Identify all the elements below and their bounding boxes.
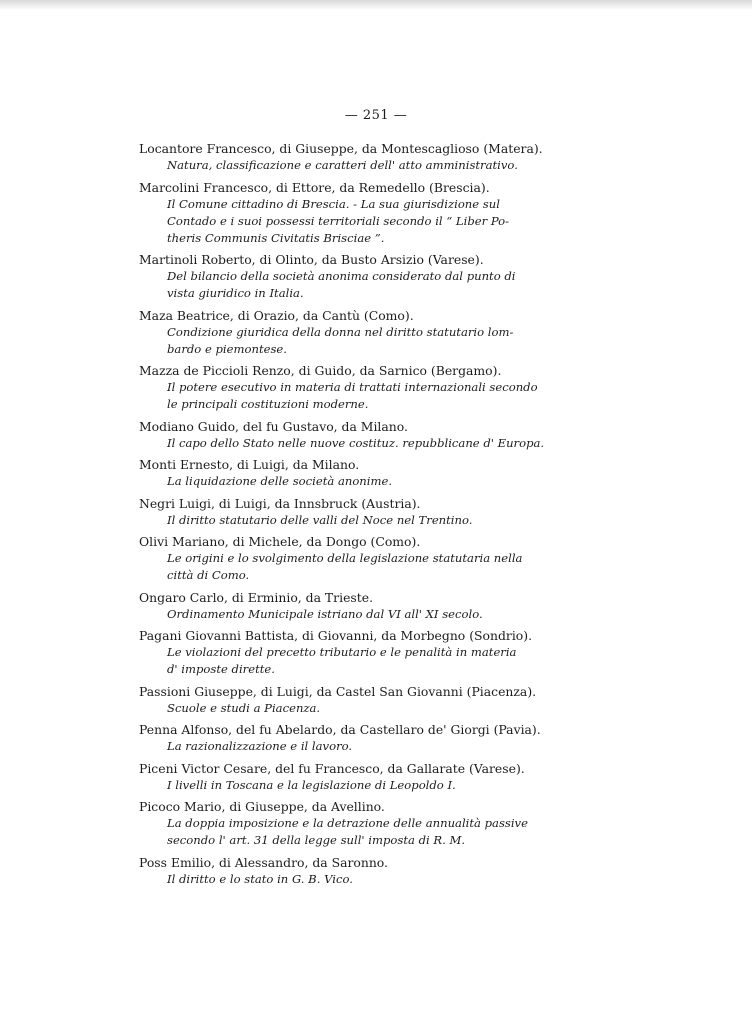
entry-thesis-line: vista giuridico in Italia. <box>167 286 304 300</box>
list-item <box>139 140 579 174</box>
entry-author: Passioni Giuseppe, di Luigi, da Castel San Giovanni (Piacenza). <box>139 683 537 699</box>
list-item <box>139 589 579 623</box>
entry-thesis-line: Il Comune cittadino di Brescia. - La sua giurisdizione sul <box>167 196 500 211</box>
list-item <box>139 307 579 358</box>
entry-thesis-line: Il potere esecutivo in materia di trattati internazionali secondo <box>167 380 538 394</box>
entry-thesis-line: Il diritto statutario delle valli del Noce nel Trentino. <box>167 512 473 527</box>
list-item <box>139 456 579 490</box>
entry-thesis-line: La doppia imposizione e la detrazione delle annualità passive <box>167 816 528 830</box>
entry-thesis-line: città di Como. <box>167 568 250 582</box>
entry-thesis-line: Scuole e studi a Piacenza. <box>167 700 321 715</box>
list-item <box>139 798 579 849</box>
entry-thesis-line: Condizione giuridica della donna nel diritto statutario lom- <box>167 324 514 339</box>
list-item <box>139 627 579 678</box>
entry-author: Maza Beatrice, di Orazio, da Cantù (Como). <box>139 307 414 323</box>
list-item <box>139 854 579 888</box>
list-item <box>139 495 579 529</box>
entry-thesis-line: Del bilancio della società anonima considerato dal punto di <box>167 269 516 283</box>
entry-author: Picoco Mario, di Giuseppe, da Avellino. <box>139 799 385 814</box>
entry-author: Penna Alfonso, del fu Abelardo, da Castellaro de' Giorgi (Pavia). <box>139 722 541 737</box>
entry-thesis-line: Natura, classificazione e caratteri dell' atto amministrativo. <box>167 158 518 172</box>
list-item <box>139 760 579 794</box>
entry-thesis-line: I livelli in Toscana e la legislazione di Leopoldo I. <box>167 777 456 792</box>
entry-thesis-line: Il capo dello Stato nelle nuove costituz. repubblicane d' Europa. <box>167 435 545 450</box>
page-number: — 251 — <box>344 108 408 123</box>
entry-author: Ongaro Carlo, di Erminio, da Trieste. <box>139 589 374 605</box>
entry-thesis-line: Il diritto e lo stato in G. B. Vico. <box>167 871 353 886</box>
scan-top-edge <box>0 0 752 10</box>
entry-thesis-line: Ordinamento Municipale istriano dal VI all' XI secolo. <box>167 606 483 621</box>
entry-thesis-line: Le origini e lo svolgimento della legislazione statutaria nella <box>167 551 523 565</box>
entry-author: Poss Emilio, di Alessandro, da Saronno. <box>139 854 388 870</box>
entry-thesis-line: theris Communis Civitatis Brisciae ”. <box>167 230 385 245</box>
entry-author: Modiano Guido, del fu Gustavo, da Milano. <box>139 418 408 434</box>
entry-thesis-line: d' imposte dirette. <box>167 662 275 676</box>
entry-thesis-line: bardo e piemontese. <box>167 341 287 356</box>
list-item <box>139 683 579 717</box>
thesis-list <box>139 140 579 892</box>
list-item <box>139 533 579 584</box>
list-item <box>139 721 579 755</box>
entry-author: Piceni Victor Cesare, del fu Francesco, da Gallarate (Varese). <box>139 760 525 776</box>
list-item <box>139 251 579 302</box>
entry-author: Olivi Mariano, di Michele, da Dongo (Como). <box>139 534 421 549</box>
entry-author: Marcolini Francesco, di Ettore, da Remedello (Brescia). <box>139 179 490 195</box>
entry-thesis-line: La liquidazione delle società anonime. <box>167 474 393 488</box>
entry-author: Mazza de Piccioli Renzo, di Guido, da Sarnico (Bergamo). <box>139 363 502 378</box>
entry-author: Pagani Giovanni Battista, di Giovanni, da Morbegno (Sondrio). <box>139 628 533 643</box>
entry-author: Martinoli Roberto, di Olinto, da Busto Arsizio (Varese). <box>139 252 484 267</box>
entry-thesis-line: Le violazioni del precetto tributario e le penalità in materia <box>167 645 517 659</box>
entry-thesis-line: le principali costituzioni moderne. <box>167 397 369 411</box>
entry-thesis-line: secondo l' art. 31 della legge sull' imposta di R. M. <box>167 833 466 847</box>
list-item <box>139 418 579 452</box>
entry-thesis-line: Contado e i suoi possessi territoriali secondo il “ Liber Po- <box>167 213 510 228</box>
entry-author: Locantore Francesco, di Giuseppe, da Montescaglioso (Matera). <box>139 141 543 156</box>
list-item <box>139 179 579 247</box>
entry-author: Negri Luigi, di Luigi, da Innsbruck (Austria). <box>139 495 421 511</box>
entry-thesis-line: La razionalizzazione e il lavoro. <box>167 739 353 753</box>
entry-author: Monti Ernesto, di Luigi, da Milano. <box>139 457 360 472</box>
list-item <box>139 362 579 413</box>
